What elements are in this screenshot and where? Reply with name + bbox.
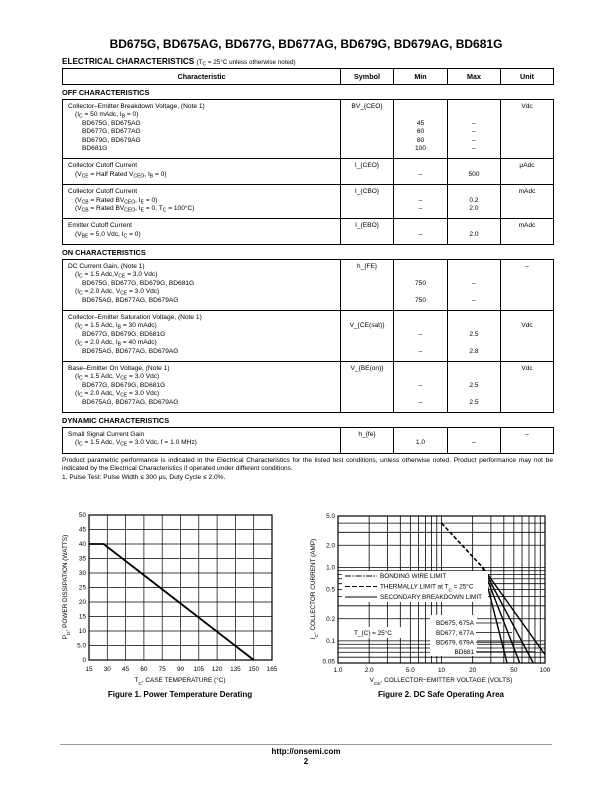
fig2-series-label: BD675, 675A <box>435 620 474 628</box>
characteristic-line: Collector–Emitter Breakdown Voltage, (Note 1) <box>68 103 205 110</box>
fig2-y-tick-label: 0.1 <box>326 638 335 646</box>
fig1-x-tick-label: 90 <box>176 666 185 673</box>
fig1-caption: Figure 1. Power Temperature Derating <box>107 690 253 699</box>
fig1-y-tick-label: 35 <box>78 555 86 563</box>
characteristic-line: ($V_{CE}$ = Half Rated $V_{CEO}$, $I_B = 0$) <box>75 170 167 180</box>
characteristic-line: BD675G, BD675AG <box>82 119 141 127</box>
heading-text: ELECTRICAL CHARACTERISTICS <box>62 57 195 66</box>
min-value: 60 <box>416 128 425 136</box>
sym-value: BV_{CEO} <box>351 103 383 110</box>
characteristic-line: BD677G, BD679G, BD681G <box>82 381 166 389</box>
characteristic-line: BD677G, BD679G, BD681G <box>82 330 166 338</box>
min-value: 45 <box>416 119 425 127</box>
characteristic-line: DC Current Gain, (Note 1) <box>68 263 145 271</box>
sym-value: I_{EBO} <box>355 222 379 230</box>
fig2-x-tick-label: 20 <box>469 667 477 674</box>
fig1-x-tick-label: 135 <box>230 666 241 673</box>
fig2-annotation-tc: T_{C} = 25°C <box>354 630 392 637</box>
characteristic-line: Collector Cutoff Current <box>68 162 138 170</box>
characteristic-line: ($I_C = 1.5$ Adc, $I_B = 30$ mAdc) <box>75 322 157 331</box>
fig2-x-tick-label: 1.0 <box>333 667 343 674</box>
notes-paragraph: Product parametric performance is indicated in the Electrical Characteristics for the listed test conditions, unless otherwise noted. Product performance may not be indicated by the Electrical Characteristics if operated under different conditions. <box>62 456 553 473</box>
fig1-x-tick-label: 150 <box>248 666 260 673</box>
max-value: – <box>472 296 476 304</box>
fig2-legend-label: BONDING WIRE LIMIT <box>380 573 447 581</box>
characteristic-line: Collector Cutoff Current <box>68 188 138 196</box>
fig1-y-tick-label: 0 <box>82 657 86 665</box>
max-value: 2.5 <box>469 330 479 338</box>
fig1-x-tick-label: 45 <box>122 666 130 673</box>
max-value: – <box>472 119 476 127</box>
characteristic-line: ($I_C = 2.0$ Adc, $V_{CE} = 3.0$ Vdc) <box>75 288 160 297</box>
sym-value: h_{fe} <box>358 430 376 438</box>
max-value: 2.0 <box>469 204 479 212</box>
page-number: 2 <box>303 757 309 766</box>
sym-value: h_{FE} <box>356 263 378 271</box>
min-value: – <box>418 398 423 406</box>
max-value: 2.8 <box>469 347 479 355</box>
max-value: – <box>472 439 476 447</box>
fig1-y-tick-label: 50 <box>78 512 86 520</box>
fig2-y-tick-label: 0.05 <box>322 658 335 666</box>
fig2-series-label: BD681 <box>454 649 474 656</box>
characteristic-line: ($I_C = 1.5$ Adc, $V_{CE} = 3.0$ Vdc) <box>75 373 160 382</box>
characteristic-line: ($I_C = 1.5$ Adc, $V_{CE} = 3.0$ Vdc, f = 1.0 MHz) <box>75 439 197 448</box>
min-value: – <box>418 196 423 204</box>
max-value: 2.5 <box>469 398 479 406</box>
fig1-y-tick-label: 20 <box>78 599 86 607</box>
characteristic-line: BD675AG, BD677AG, BD679AG <box>82 398 179 406</box>
fig1-x-tick-label: 105 <box>193 666 205 673</box>
document-title: BD675G, BD675AG, BD677G, BD677AG, BD679G, BD679AG, BD681G <box>109 37 503 51</box>
min-value: 750 <box>414 279 426 287</box>
characteristic-line: Emitter Cutoff Current <box>68 222 133 230</box>
characteristic-line: BD679G, BD679AG <box>82 136 141 144</box>
heading-condition: ($T_C = 25^\circ C$ unless otherwise noted) <box>196 59 296 68</box>
characteristic-line: ($V_{CB}$ = Rated $BV_{CEO}$, $I_E = 0$) <box>75 196 158 206</box>
fig2-x-axis-label: $V_{CE}$, COLLECTOR−EMITTER VOLTAGE (VOLTS) <box>369 677 513 687</box>
fig1-y-tick-label: 30 <box>78 570 86 578</box>
fig2-y-tick-label: 5.0 <box>326 513 335 521</box>
unit-value: mAdc <box>518 222 536 230</box>
sym-value: I_{CEO} <box>354 162 380 170</box>
min-value: 100 <box>414 144 426 152</box>
fig1-y-axis-label: $P_D$, POWER DISSIPATION (WATTS) <box>62 534 72 640</box>
fig2-x-tick-label: 5.0 <box>405 667 415 674</box>
unit-value: μAdc <box>519 162 535 170</box>
min-value: 750 <box>414 296 426 304</box>
characteristic-line: BD675G, BD677G, BD679G, BD681G <box>82 279 195 287</box>
fig2-y-tick-label: 0.2 <box>326 615 335 623</box>
fig1-x-tick-label: 165 <box>266 666 278 673</box>
fig1-x-tick-label: 60 <box>140 666 148 673</box>
fig1-x-tick-label: 75 <box>158 666 166 673</box>
min-value: 1.0 <box>415 439 426 447</box>
section-heading: DYNAMIC CHARACTERISTICS <box>62 415 170 425</box>
unit-value: Vdc <box>521 364 533 372</box>
fig2-y-tick-label: 2.0 <box>326 542 335 550</box>
characteristic-line: BD675AG, BD677AG, BD679AG <box>82 296 179 304</box>
fig2-y-axis-label: $I_C$, COLLECTOR CURRENT (AMP) <box>310 538 320 640</box>
fig2-series-label: BD679, 679A <box>435 639 474 647</box>
fig2-series-bd679-679a <box>483 567 534 663</box>
fig2-series-label: BD677, 677A <box>435 629 474 637</box>
unit-value: Vdc <box>521 322 533 330</box>
fig1-y-tick-label: 5.0 <box>77 642 86 650</box>
note-1: 1. Pulse Test: Pulse Width ≤ 300 μs, Duty Cycle ≤ 2.0%. <box>62 473 226 481</box>
fig2-x-tick-label: 2.0 <box>364 667 374 674</box>
section-heading: OFF CHARACTERISTICS <box>62 88 150 97</box>
min-value: – <box>418 347 423 355</box>
section-heading: ON CHARACTERISTICS <box>62 248 146 258</box>
max-value: 2.0 <box>469 230 479 238</box>
min-value: – <box>418 330 423 338</box>
fig2-y-tick-label: 0.5 <box>326 586 335 594</box>
characteristic-line: BD677G, BD677AG <box>82 128 141 136</box>
max-value: 0.2 <box>469 196 479 204</box>
fig1-y-tick-label: 45 <box>78 526 86 534</box>
min-value: – <box>418 170 423 178</box>
characteristic-line: ($I_C = 50$ mAdc, $I_B = 0$) <box>75 111 139 120</box>
characteristic-line: Base–Emitter On Voltage, (Note 1) <box>68 364 170 372</box>
characteristic-line: Collector–Emitter Saturation Voltage, (Note 1) <box>68 314 202 322</box>
footer-divider <box>60 744 552 745</box>
unit-value: – <box>525 430 529 438</box>
min-value: – <box>418 204 423 212</box>
column-header-min: Min <box>394 69 448 85</box>
fig1-x-tick-label: 30 <box>103 666 111 673</box>
fig1-x-tick-label: 15 <box>85 666 93 673</box>
fig2-y-tick-label: 1.0 <box>326 564 335 572</box>
characteristic-line: BD675AG, BD677AG, BD679AG <box>82 347 179 355</box>
characteristic-line: Small Signal Current Gain <box>68 430 145 438</box>
min-value: – <box>418 230 423 238</box>
characteristic-line: ($I_C = 2.0$ Adc, $V_{CE} = 3.0$ Vdc) <box>75 390 160 399</box>
unit-value: Vdc <box>521 103 533 110</box>
max-value: – <box>472 136 476 144</box>
characteristic-line: ($I_C = 2.0$ Adc, $I_B = 40$ mAdc) <box>75 339 157 348</box>
max-value: – <box>472 128 476 136</box>
fig2-x-tick-label: 10 <box>437 667 446 674</box>
min-value: – <box>418 381 423 389</box>
characteristic-line: ($V_{CB}$ = Rated $BV_{CEO}$, $I_E = 0$, $T_C = 100^\circ C$) <box>75 204 195 214</box>
sym-value: V_{CE(sat)} <box>349 322 385 330</box>
footer-url-link[interactable]: http://onsemi.com <box>271 747 341 756</box>
characteristic-line: ($V_{BE} = 5.0$ Vdc, $I_C = 0$) <box>75 230 141 240</box>
fig1-x-axis-label: $T_C$, CASE TEMPERATURE (°C) <box>134 677 226 687</box>
fig1-y-tick-label: 15 <box>78 613 86 621</box>
max-value: 2.5 <box>469 381 479 389</box>
fig1-y-tick-label: 10 <box>78 628 86 636</box>
unit-value: – <box>525 263 529 271</box>
fig2-x-tick-label: 50 <box>510 667 518 674</box>
fig2-x-tick-label: 100 <box>539 667 551 674</box>
min-value: 80 <box>416 136 425 144</box>
column-header-characteristic: Characteristic <box>63 69 341 85</box>
max-value: – <box>472 144 476 152</box>
sym-value: I_{CBO} <box>354 188 380 196</box>
sym-value: V_{BE(on)} <box>350 364 384 372</box>
column-header-max: Max <box>448 69 501 85</box>
column-header-unit: Unit <box>501 69 554 85</box>
unit-value: mAdc <box>518 188 536 196</box>
characteristic-line: BD681G <box>82 144 108 152</box>
fig1-x-tick-label: 120 <box>211 666 223 673</box>
fig2-legend-label: SECONDARY BREAKDOWN LIMIT <box>380 594 483 602</box>
fig1-y-tick-label: 25 <box>78 584 86 592</box>
max-value: 500 <box>468 170 480 178</box>
fig2-legend-label: THERMALLY LIMIT at $T_C = 25^\circ C$ <box>380 583 474 594</box>
column-header-symbol: Symbol <box>341 69 394 85</box>
fig2-caption: Figure 2. DC Safe Operating Area <box>378 690 504 699</box>
max-value: – <box>472 279 476 287</box>
fig1-y-tick-label: 40 <box>78 541 86 549</box>
characteristic-line: ($I_C = 1.5$ $Adc,V_{CE} = 3.0$ Vdc) <box>75 271 158 280</box>
